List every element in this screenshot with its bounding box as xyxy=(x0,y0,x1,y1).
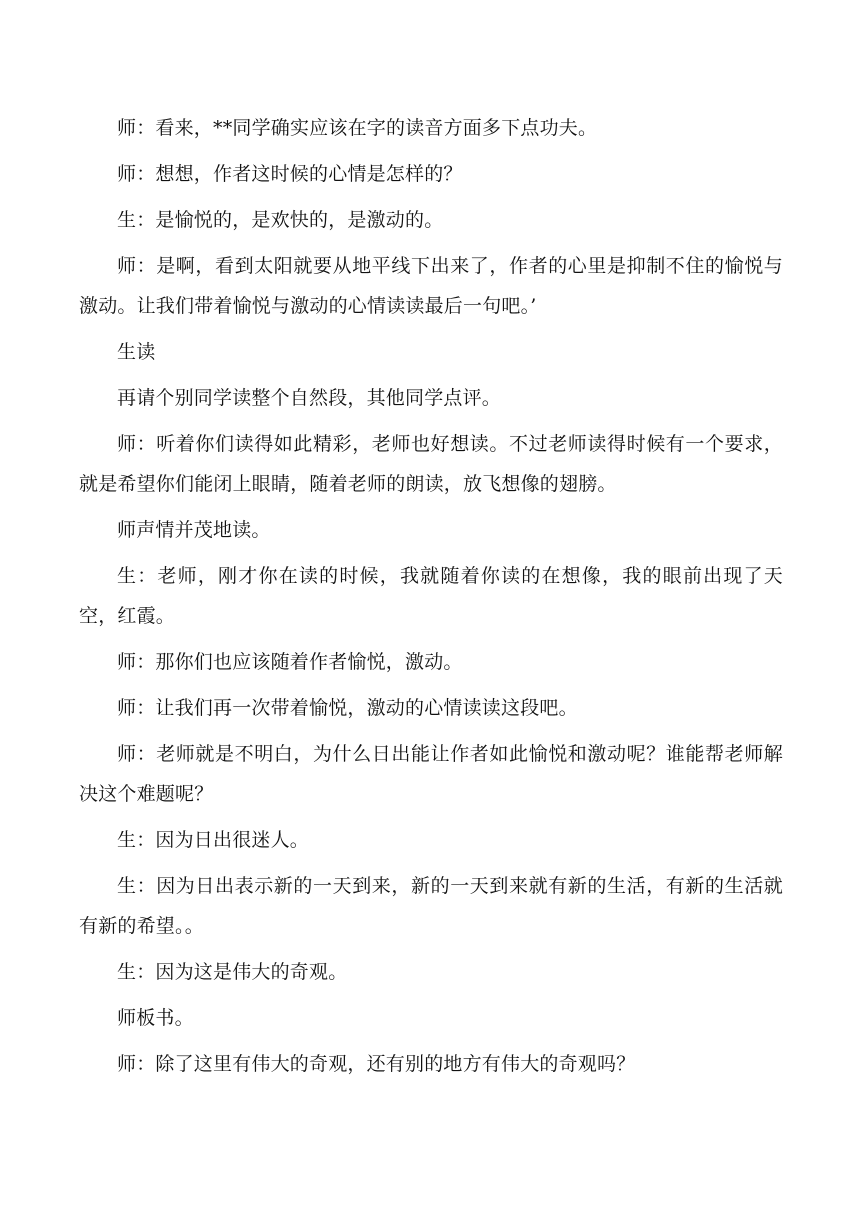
paragraph-6: 再请个别同学读整个自然段，其他同学点评。 xyxy=(117,387,502,409)
paragraph-16: 师板书。 xyxy=(117,1007,194,1029)
paragraph-5: 生读 xyxy=(117,341,156,363)
paragraph-14: 生：因为日出表示新的一天到来，新的一天到来就有新的生活，有新的生活就有新的希望。。 xyxy=(79,875,783,937)
document-body xyxy=(79,108,783,1084)
paragraph-10: 师：那你们也应该随着作者愉悦，激动。 xyxy=(117,651,463,673)
paragraph-1: 师：看来，**同学确实应该在字的读音方面多下点功夫。 xyxy=(117,117,598,139)
paragraph-8: 师声情并茂地读。 xyxy=(117,519,271,541)
paragraph-3: 生：是愉悦的，是欢快的，是激动的。 xyxy=(117,209,444,231)
paragraph-9: 生：老师，刚才你在读的时候，我就随着你读的在想像，我的眼前出现了天空，红霞。 xyxy=(79,565,783,627)
paragraph-12: 师：老师就是不明白，为什么日出能让作者如此愉悦和激动呢？谁能帮老师解决这个难题呢？ xyxy=(79,743,783,805)
paragraph-13: 生：因为日出很迷人。 xyxy=(117,829,310,851)
paragraph-7: 师：听着你们读得如此精彩，老师也好想读。不过老师读得时候有一个要求，就是希望你们能闭上眼睛，随着老师的朗读，放飞想像的翅膀。 xyxy=(79,433,783,495)
paragraph-4: 师：是啊，看到太阳就要从地平线下出来了，作者的心里是抑制不住的愉悦与激动。让我们带着愉悦与激动的心情读读最后一句吧。’ xyxy=(79,255,783,317)
paragraph-15: 生：因为这是伟大的奇观。 xyxy=(117,961,348,983)
paragraph-11: 师：让我们再一次带着愉悦，激动的心情读读这段吧。 xyxy=(117,697,578,719)
paragraph-2: 师：想想，作者这时候的心情是怎样的？ xyxy=(117,163,463,185)
paragraph-17: 师：除了这里有伟大的奇观，还有别的地方有伟大的奇观吗？ xyxy=(117,1053,636,1075)
